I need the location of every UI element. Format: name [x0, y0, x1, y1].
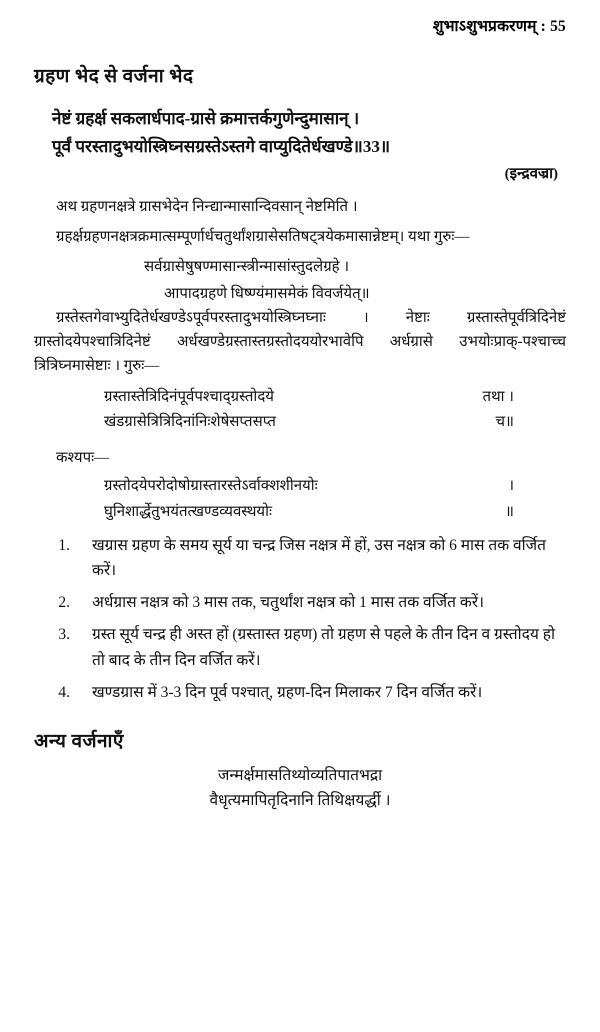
section-title-anya-varjanaen: अन्य वर्जनाएँ [34, 730, 124, 752]
paragraph-explanation: ग्रस्तेस्तगेवाभ्युदितेर्धखण्डेऽपूर्वपरस्तादुभयोस्त्रिघ्नघ्नाः । नेष्टाः ग्रस्तास्तेपूर्वत्रिदिनेष्टं ग्रास्तोदयेपश्चात्रिदिनेष्टं अर्धखण्डेग्रस्तास्तग्रस्तोदययोरभावेपि अर्धग्रासे उभयोःप्राक्-पश्चाच्च त्रित्रिघ्नमासेष्टाः । गुरुः— [34, 309, 566, 375]
list-item-text: खग्रास ग्रहण के समय सूर्य या चन्द्र जिस नक्षत्र में हों, उस नक्षत्र को 6 मास तक वर्जित करें। [92, 537, 546, 580]
kashyapa-spacer-2 [272, 500, 505, 526]
list-item [34, 680, 566, 705]
list-item [34, 622, 566, 672]
verse-line-1: नेष्टं ग्रहर्क्ष सकलार्धपाद-ग्रासे क्रमात्तर्कगुणेन्दुमासान् । [52, 109, 360, 128]
list-item [34, 590, 566, 615]
quote-line-2: आपादग्रहणे धिष्ण्यंमासमेकं विवर्जयेत्॥ [164, 285, 370, 302]
list-item-text: अर्धग्रास नक्षत्र को 3 मास तक, चतुर्थांश नक्षत्र को 1 मास तक वर्जित करें। [92, 594, 484, 612]
sutra-line-1 [34, 385, 566, 411]
kashyapa-line-1 [34, 474, 566, 500]
kashyapa-text-2: घुनिशार्द्धेतुभयंतत्खण्डव्यवस्थयोः [104, 503, 273, 520]
kashyapa-text-1: ग्रस्तोदयेपरोदोषोग्रास्तारस्तेऽर्वाक्शशीनयोः [104, 478, 318, 495]
list-item [34, 533, 566, 583]
sutra-line-2 [34, 410, 566, 436]
closing-line-2: वैधृत्यमापितृदिनानि तिथिक्षयर्द्धी । [209, 791, 391, 809]
kashyapa-mark-2: ॥ [505, 503, 514, 520]
sutra-mark-2: च॥ [495, 414, 514, 431]
quote-line-1: सर्वग्रासेषुषण्मासान्स्त्रीन्मासांस्तुदलेग्रहे । [144, 259, 350, 276]
closing-line-1: जन्मर्क्षमासतिथ्योव्यतिपातभद्रा [217, 766, 383, 784]
list-item-number: 3. [58, 626, 70, 644]
page-header: शुभाऽशुभप्रकरणम् : 55 [432, 18, 566, 35]
numbered-rules-list [34, 533, 566, 705]
verse-line-2: पूर्वं परस्तादुभयोस्त्रिघ्नसग्रस्तेऽस्तगे वाप्युदितेर्धखण्डे॥33॥ [52, 137, 391, 157]
kashyapa-mark-1: । [508, 478, 514, 495]
kashyapa-line-2 [34, 500, 566, 526]
closing-verse [34, 763, 566, 813]
list-item-number: 4. [58, 683, 70, 701]
sutra-text-1: ग्रस्तास्तेत्रिदिनंपूर्वपश्चाद्ग्रस्तोदये [104, 388, 274, 405]
list-item-text: खण्डग्रास में 3-3 दिन पूर्व पश्चात्, ग्रहण-दिन मिलाकर 7 दिन वर्जित करें। [92, 683, 483, 701]
sutra-text-2: खंडग्रासेत्रित्रिदिनांनिःशेषेसप्तसप्त [104, 414, 276, 431]
sutra-mark-1: तथा । [482, 388, 514, 405]
sutra-spacer-1 [274, 385, 483, 411]
sutra-spacer-2 [276, 410, 496, 436]
list-item-number: 1. [58, 537, 70, 555]
kashyapa-label: कश्यपः— [56, 449, 110, 466]
paragraph-intro: अथ ग्रहणनक्षत्रे ग्रासभेदेन निन्द्यान्मासान्दिवसान् नेष्टमिति । [56, 198, 358, 215]
list-item-number: 2. [58, 594, 70, 612]
section-title-grahan-bhed: ग्रहण भेद से वर्जना भेद [34, 66, 194, 87]
verse-attribution: (इन्द्रवज्रा) [504, 165, 558, 182]
list-item-text: ग्रस्त सूर्य चन्द्र ही अस्त हों (ग्रस्तास्त ग्रहण) तो ग्रहण से पहले के तीन दिन व ग्रस्तोदय हो तो बाद के तीन दिन वर्जित करें। [92, 626, 555, 669]
kashyapa-spacer-1 [318, 474, 509, 500]
paragraph-commentary: ग्रहर्क्षग्रहणनक्षत्रक्रमात्सम्पूर्णार्धचतुर्थांशग्रासेसतिषट्त्रयेकमासान्नेष्टम्। यथा गुरुः— [56, 228, 470, 245]
